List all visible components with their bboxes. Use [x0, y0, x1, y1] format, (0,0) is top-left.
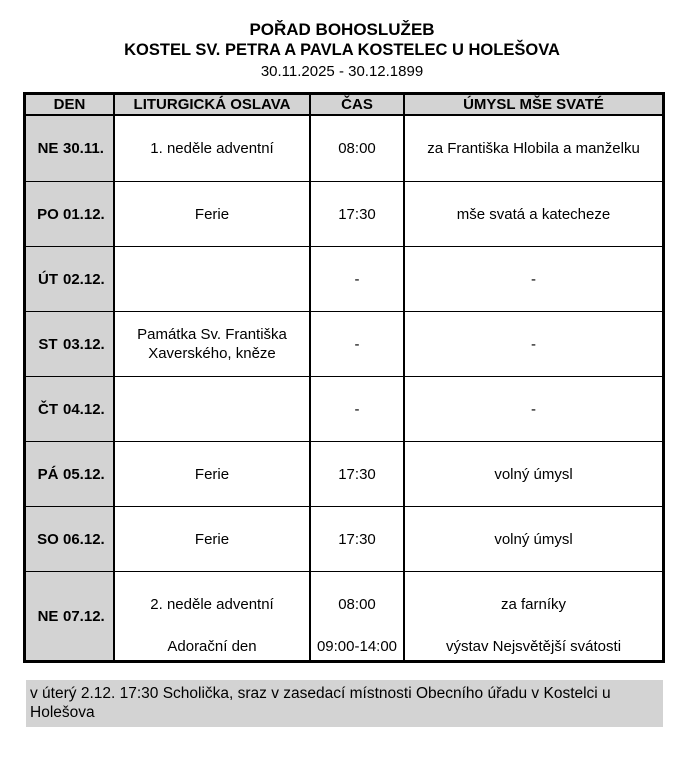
day-date: 30.11.	[63, 140, 104, 157]
day-cell	[26, 442, 115, 506]
day-abbr: NE	[37, 140, 59, 157]
document-title-block	[0, 0, 684, 82]
intent-cell: -	[531, 335, 536, 353]
table-row	[26, 571, 662, 660]
intent-cell: volný úmysl	[494, 530, 573, 548]
liturgy-cell	[115, 572, 311, 660]
day-date: 06.12.	[63, 530, 105, 548]
document-title: POŘAD BOHOSLUŽEB	[249, 20, 435, 39]
mass-schedule-table	[23, 92, 665, 663]
date-range: 30.11.2025 - 30.12.1899	[260, 63, 424, 80]
table-row	[26, 441, 662, 506]
day-date: 01.12.	[63, 205, 105, 223]
day-date: 03.12.	[63, 335, 105, 353]
day-date: 02.12.	[63, 270, 105, 288]
day-abbr: ÚT	[38, 270, 58, 288]
liturgy-cell: Ferie	[115, 507, 311, 571]
day-cell	[26, 182, 115, 246]
time-cell: 17:30	[311, 507, 405, 571]
column-header-intent: ÚMYSL MŠE SVATÉ	[405, 95, 662, 114]
time-cell: -	[311, 247, 405, 311]
intent-cell: -	[531, 270, 536, 288]
liturgy-cell	[115, 377, 311, 441]
table-row	[26, 181, 662, 246]
liturgy-cell	[115, 247, 311, 311]
day-abbr: ST	[38, 335, 58, 353]
time-line-1: 08:00	[338, 596, 376, 613]
liturgy-line-2: Adorační den	[167, 638, 257, 655]
day-abbr: PO	[37, 205, 59, 223]
intent-line-2: výstav Nejsvětější svátosti	[445, 638, 622, 655]
time-cell: -	[311, 377, 405, 441]
table-row	[26, 116, 662, 181]
time-cell: 17:30	[311, 182, 405, 246]
day-date: 04.12.	[63, 400, 105, 418]
day-cell	[26, 247, 115, 311]
day-abbr: PÁ	[37, 465, 59, 483]
intent-line-1: za farníky	[500, 596, 567, 613]
day-cell	[26, 377, 115, 441]
liturgy-cell: Památka Sv. Františka Xaverského, kněze	[115, 312, 311, 376]
day-abbr: SO	[37, 530, 59, 548]
time-cell: -	[311, 312, 405, 376]
intent-cell: volný úmysl	[494, 465, 573, 483]
time-cell: 08:00	[311, 116, 405, 181]
day-cell	[26, 572, 115, 660]
day-cell	[26, 507, 115, 571]
intent-cell: za Františka Hlobila a manželku	[427, 140, 640, 157]
column-header-time: ČAS	[311, 95, 405, 114]
church-name: KOSTEL SV. PETRA A PAVLA KOSTELEC U HOLEŠOVA	[124, 41, 560, 59]
column-header-liturgy: LITURGICKÁ OSLAVA	[115, 95, 311, 114]
intent-cell: mše svatá a katecheze	[456, 205, 611, 223]
liturgy-line-1: 2. neděle adventní	[150, 596, 274, 613]
time-cell	[311, 572, 405, 660]
day-abbr: ČT	[38, 400, 58, 418]
intent-cell: -	[531, 400, 536, 418]
announcement-note: v úterý 2.12. 17:30 Scholička, sraz v zasedací místnosti Obecního úřadu v Kostelci u Holešova	[26, 680, 663, 727]
intent-cell	[405, 572, 662, 660]
day-abbr: NE	[37, 607, 59, 625]
day-date: 05.12.	[63, 465, 105, 483]
day-date: 07.12.	[63, 607, 105, 625]
day-cell	[26, 312, 115, 376]
table-row	[26, 506, 662, 571]
column-header-day: DEN	[26, 95, 115, 114]
table-row	[26, 246, 662, 311]
table-row	[26, 311, 662, 376]
liturgy-cell: Ferie	[115, 182, 311, 246]
table-header-row	[26, 95, 662, 116]
table-row	[26, 376, 662, 441]
liturgy-cell: 1. neděle adventní	[115, 116, 311, 181]
day-cell	[26, 116, 115, 181]
liturgy-cell: Ferie	[115, 442, 311, 506]
time-cell: 17:30	[311, 442, 405, 506]
time-line-2: 09:00-14:00	[316, 638, 398, 655]
